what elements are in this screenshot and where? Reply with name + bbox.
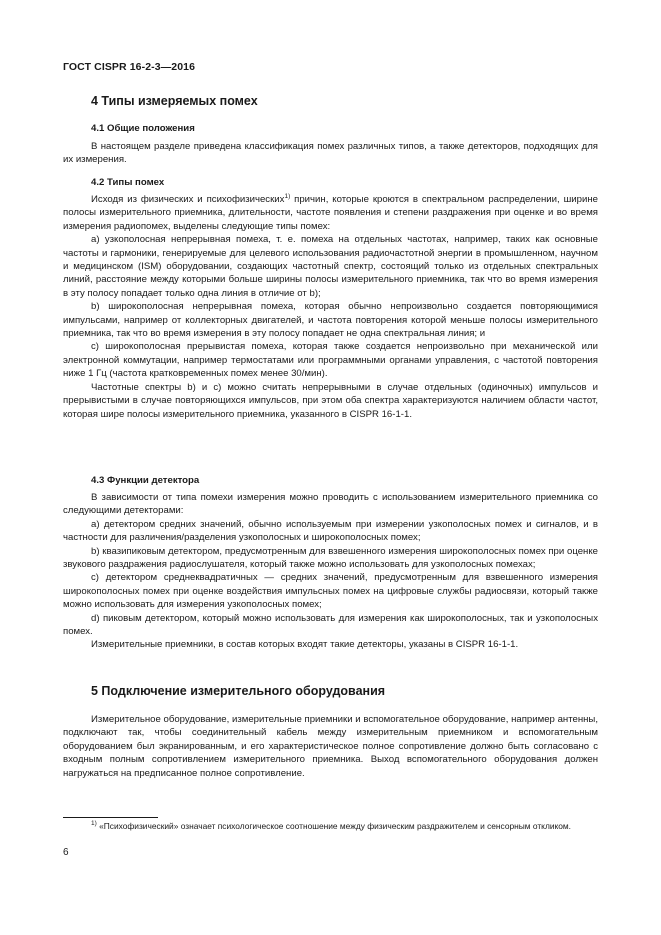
section-5-body [63, 713, 598, 780]
footnote-ref: 1) [284, 193, 291, 200]
paragraph-text: Исходя из физических и психофизических [91, 194, 285, 205]
footnote [63, 820, 598, 832]
list-item-d: d) пиковым детектором, который можно использовать для измерения как широкополосных, так и узкополосных помех. [63, 612, 598, 638]
list-item-b: b) квазипиковым детектором, предусмотренным для взвешенного измерения широкополосных помех при оценке звукового раздражения радиослушателя, который также можно использовать для узкополосных помехах; [63, 545, 598, 571]
subsection-4-3-title: 4.3 Функции детектора [91, 475, 200, 486]
list-item-b: b) широкополосная непрерывная помеха, которая обычно непроизвольно создается повторяющимися импульсами, например от коллекторных двигателей, и частота повторения которой меньше полосы измерительного приемника, так что во время измерения в эту полосу попадает не одна спектральная линия; и [63, 301, 598, 340]
standard-code-header: ГОСТ CISPR 16-2-3—2016 [63, 61, 196, 73]
paragraph: В зависимости от типа помехи измерения можно проводить с использованием измерительного приемника со следующими детекторами: [63, 492, 598, 517]
footnote-text [63, 820, 598, 832]
section-4-title: 4 Типы измеряемых помех [91, 94, 258, 108]
section-5-title: 5 Подключение измерительного оборудования [91, 684, 386, 698]
paragraph: Частотные спектры b) и с) можно считать непрерывными в случае отдельных (одиночных) импульсов и прерывистыми в случае повторяющихся импульсов, при этом оба спектра характеризуются наличием области частот, которая шире полосы измерительного приемника, указанного в CISPR 16-1-1. [63, 381, 598, 420]
footnote-body: «Психофизический» означает психологическое соотношение между физическим раздражителем и сенсорным откликом. [96, 821, 572, 831]
list-item-a: а) детектором средних значений, обычно используемым при измерении узкополосных помех и сигналов, и в частности для различения/разделения узкополосных и широкополосных помех; [63, 518, 598, 544]
paragraph: Измерительные приемники, в состав которых входят такие детекторы, указаны в CISPR 16-1-1. [91, 639, 519, 651]
subsection-4-1-title: 4.1 Общие положения [91, 123, 195, 134]
list-item-c: с) детектором среднеквадратичных — средних значений, предусмотренным для взвешенного измерения широкополосных помех при оценке воздействия импульсных помех на цифровые службы радиосвязи, который также можно использовать для измерения узкополосных помех; [63, 572, 598, 611]
subsection-4-2-body [63, 193, 598, 421]
paragraph: В настоящем разделе приведена классификация помех различных типов, а также детекторов, подходящих для их измерения. [63, 141, 598, 166]
footnote-marker: 1) [91, 820, 97, 827]
paragraph-text: причин, которые кроются в спектральном распределении, ширине полосы измерительного приемника, длительности, частоте появления и степени раздражения при оценке и во время измерения радиопомех, выделены следующие типы помех: [63, 194, 598, 232]
paragraph: Измерительное оборудование, измерительные приемники и вспомогательное оборудование, например антенны, подключают так, чтобы соединительный кабель между измерительным приемником и вспомогательным оборудованием был экранированным, и его характеристическое полное сопротивление должно быть согласовано с входным полным сопротивлением измерительного приемника. Выход вспомогательного оборудования должен нагружаться на предписанное полное сопротивление. [63, 714, 598, 779]
page-number: 6 [63, 847, 69, 858]
paragraph [63, 193, 598, 233]
footnote-divider [63, 817, 158, 818]
list-item-a: а) узкополосная непрерывная помеха, т. е. помеха на отдельных частотах, например, таких как основные частоты и гармоники, генерируемые для целевого использования радиочастотной энергии в промышленном, научном и медицинском (ISM) оборудовании, создающих частотный спектр, состоящий только из отдельных спектральных линий, расстояние между которыми больше ширины полосы измерительного приемника, так что во время измерения в эту полосу попадает только одна линия в отличие от b); [63, 234, 598, 299]
subsection-4-3-body [63, 491, 598, 652]
subsection-4-2-title: 4.2 Типы помех [91, 177, 165, 188]
list-item-c: с) широкополосная прерывистая помеха, которая также создается непроизвольно при механической или электронной коммутации, например термостатами или программными органами управления, с частотой повторения ниже 1 Гц (частота кратковременных помех менее 30/мин). [63, 341, 598, 380]
subsection-4-1-body [63, 140, 598, 167]
